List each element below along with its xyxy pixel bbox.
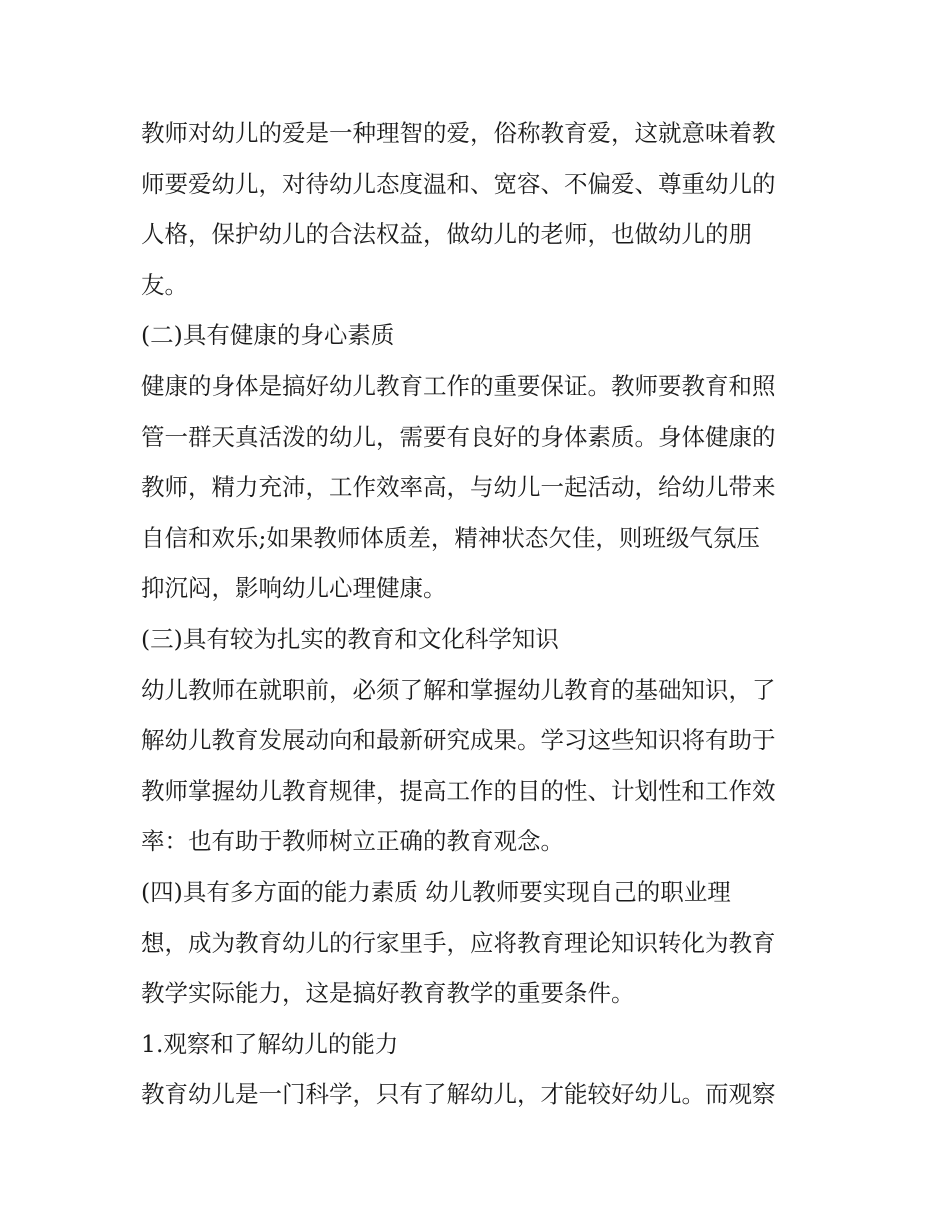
section-heading: (二)具有健康的身心素质 (141, 321, 395, 350)
text-line: 想，成为教育幼儿的行家里手，应将教育理论知识转化为教育 (141, 928, 776, 957)
text-line: 抑沉闷，影响幼儿心理健康。 (141, 574, 447, 603)
text-line: 率：也有助于教师树立正确的教育观念。 (141, 827, 564, 856)
text-line: 友。 (141, 270, 188, 299)
section-heading: (四)具有多方面的能力素质 幼儿教师要实现自己的职业理 (141, 877, 731, 906)
text-line: 教学实际能力，这是搞好教育教学的重要条件。 (141, 979, 635, 1008)
text-line: 师要爱幼儿，对待幼儿态度温和、宽容、不偏爱、尊重幼儿的 (141, 169, 776, 198)
text-line: 解幼儿教育发展动向和最新研究成果。学习这些知识将有助于 (141, 726, 776, 755)
text-line: 教师对幼儿的爱是一种理智的爱，俗称教育爱，这就意味着教 (141, 119, 776, 147)
subsection-heading: 1.观察和了解幼儿的能力 (141, 1029, 399, 1058)
section-heading: (三)具有较为扎实的教育和文化科学知识 (141, 624, 559, 653)
text-line: 管一群天真活泼的幼儿，需要有良好的身体素质。身体健康的 (141, 422, 776, 451)
text-line: 自信和欢乐;如果教师体质差，精神状态欠佳，则班级气氛压 (141, 523, 760, 552)
text-line: 人格，保护幼儿的合法权益，做幼儿的老师，也做幼儿的朋 (141, 220, 752, 249)
text-line: 幼儿教师在就职前，必须了解和掌握幼儿教育的基础知识，了 (141, 675, 776, 704)
text-line: 教师掌握幼儿教育规律，提高工作的目的性、计划性和工作效 (141, 776, 776, 805)
text-line: 教育幼儿是一门科学，只有了解幼儿，才能较好幼儿。而观察 (141, 1080, 776, 1109)
document-body (141, 108, 821, 1120)
text-line: 健康的身体是搞好幼儿教育工作的重要保证。教师要教育和照 (141, 371, 776, 400)
text-line: 教师，精力充沛，工作效率高，与幼儿一起活动，给幼儿带来 (141, 473, 776, 502)
